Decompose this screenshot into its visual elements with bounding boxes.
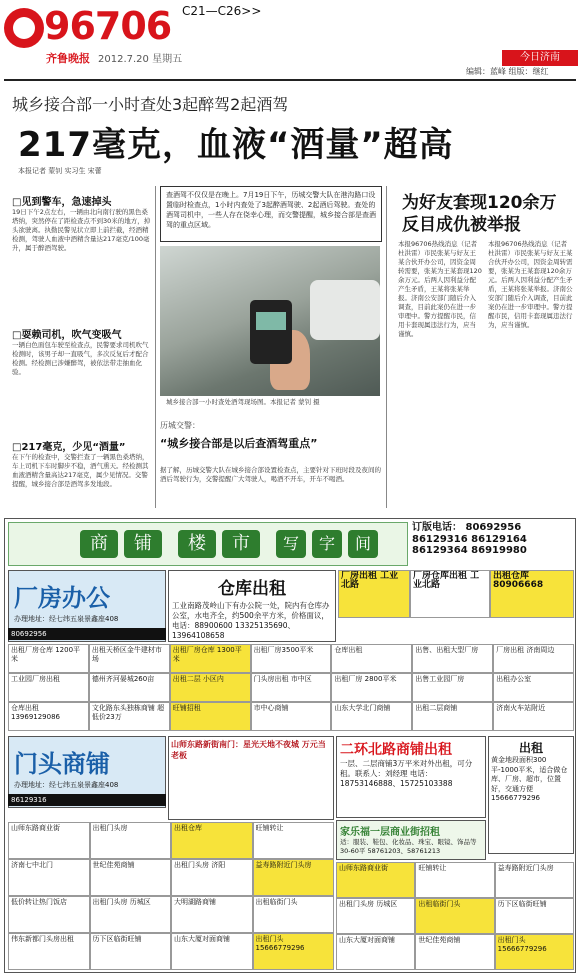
ad-cell: 出租门头 15666779296 <box>495 934 574 970</box>
ad-cell-title: 厂房出租 工业北路 <box>341 571 399 590</box>
paper-date: 2012.7.20 星期五 <box>98 54 183 65</box>
banner-char: 间 <box>348 530 378 558</box>
ad-cell: 仓库出租 13969129086 <box>8 702 89 731</box>
ad-cell: 市中心商铺 <box>251 702 332 731</box>
ad-cell-title: 厂房仓库出租 工业北路 <box>413 571 480 590</box>
kiosk-title: 二环北路商铺出租 <box>340 742 452 758</box>
ad-cell: 门头房出租 市中区 <box>251 673 332 702</box>
ad-cell: 历下区临街旺铺 <box>495 898 574 934</box>
ad-cell: 出售、出租大型厂房 <box>412 644 493 673</box>
ad-cell: 出租厂房3500平米 <box>251 644 332 673</box>
banner-char: 写 <box>276 530 306 558</box>
section-heading-2: □耍赖司机，吹气变吸气 <box>12 330 122 341</box>
ad-cell <box>410 570 490 618</box>
sidebar-title: 为好友套现120余万 反目成仇被举报 <box>402 193 557 235</box>
paper-name: 齐鲁晚报 <box>46 52 90 65</box>
ad-cell: 出租门头 15666779296 <box>253 933 335 970</box>
banner-char: 市 <box>222 530 260 558</box>
ad-cell: 山东大厦对面商铺 <box>171 933 253 970</box>
ad-cell: 出租厂房仓库 1300平米 <box>170 644 251 673</box>
small-right-ad <box>488 736 574 854</box>
sidebar-text-col1: 本报96706热线消息（记者 杜洪雷）市民张某与好友王某合伙开办公司，因资金周转需要，张某为王某套现120余万元。后两人因利益分配产生矛盾，王某将张某举报。济南公安部门随后介入调查，目前此案仍在进一步审理中。警方提醒市民，信用卡套现属违法行为，应当谨慎。 <box>398 240 482 338</box>
small-right-title: 出租 <box>518 741 543 755</box>
ad-cell-title: 出租仓库 80906668 <box>493 571 544 590</box>
ad-cell: 伟东新都门头房出租 <box>8 933 90 970</box>
ad-cell: 德州齐河晏城260亩 <box>89 673 170 702</box>
photo-car <box>310 280 380 340</box>
ad-cell: 出租天桥区金牛建材市场 <box>89 644 170 673</box>
factory-title: 厂房办公 <box>14 584 110 612</box>
hotline-box <box>412 522 574 570</box>
ad-cell: 出租厂房 2800平米 <box>331 673 412 702</box>
ad-cell: 出租门头房 历城区 <box>90 896 172 933</box>
ad-cell: 出租临街门头 <box>415 898 494 934</box>
warehouse-title: 仓库出租 <box>218 579 286 599</box>
ad-cell: 低价转让热门饭店 <box>8 896 90 933</box>
today-tag: 今日济南 <box>502 50 578 66</box>
editors-credit: 编辑：蓝峰 组版：继红 <box>466 67 549 76</box>
breathalyzer-icon <box>250 300 292 364</box>
ad-cell: 旺铺招租 <box>170 702 251 731</box>
banner-char: 商 <box>80 530 118 558</box>
lead-box <box>160 186 382 242</box>
breathalyzer-screen <box>256 312 286 330</box>
header-rule <box>4 79 576 81</box>
quote-label: 历城交警： <box>160 421 200 430</box>
section-text-3: 在下午的检查中，交警拦查了一辆黑色桑塔纳，车上司机下车时脚步不稳，酒气熏天。经检测其血液酒精含量高达217毫克，属少见情况。交警提醒，城乡接合部是酒驾多发地段。 <box>12 453 149 488</box>
ad-cell: 益寿路附近门头房 <box>253 859 335 896</box>
article-byline: 本报记者 蒙钊 实习生 宋蕾 <box>18 167 102 175</box>
ad-cell: 仓库出租 <box>331 644 412 673</box>
ad-cell: 旺铺转让 <box>253 822 335 859</box>
ad-cell: 出租门头房 历城区 <box>336 898 415 934</box>
promo-title: 山师东路新街南门：星光天地不夜城 万元当老板 <box>171 740 326 760</box>
ad-cell: 世纪佳苑商铺 <box>415 934 494 970</box>
ad-cell: 出租厂房仓库 1200平米 <box>8 644 89 673</box>
logo-icon <box>4 8 44 48</box>
section-heading-1: □见到警车，急速掉头 <box>12 197 112 208</box>
ad-cell: 出租仓库 <box>171 822 253 859</box>
small-right-text: 黄金地段面积300平-1000平米，适合做仓库、厂房、超市，位置好，交通方便 15666779296 <box>491 756 568 802</box>
banner-char: 楼 <box>178 530 216 558</box>
ad-cell: 山师东路商业街 <box>8 822 90 859</box>
section-text-1: 19日下午2点左右，一辆由北向南行驶的黑色桑塔纳，突然停在了距检查点不到30米的地方，掉头欲驶离。执勤民警见状立即上前拦截，经酒精检测，驾驶人血液中酒精含量达217毫克/100毫升，属于醉酒驾驶。 <box>12 208 151 252</box>
ad-cell: 出租二层 小区内 <box>170 673 251 702</box>
ad-cell: 厂房出租 济南周边 <box>493 644 574 673</box>
quote-text: “城乡接合部是以后查酒驾重点” <box>160 437 318 450</box>
ad-cell: 益寿路附近门头房 <box>495 862 574 898</box>
listing-grid-2 <box>8 822 334 970</box>
hotline-label: 订版电话： <box>412 522 462 533</box>
photo-caption: 城乡接合部一小时查处酒驾现场图。本报记者 蒙钊 摄 <box>166 398 320 406</box>
section-text-2: 一辆白色面包车驶至检查点，民警要求司机吹气检测时，该男子却一直吸气，多次反复后才配合检测。经检测已涉嫌醉驾，被依法带走抽血化验。 <box>12 341 149 376</box>
ad-cell: 大明湖路商铺 <box>171 896 253 933</box>
ad-cell: 出租门头房 <box>90 822 172 859</box>
ad-cell: 历下区临街旺铺 <box>90 933 172 970</box>
listing-grid-1 <box>8 644 574 732</box>
ad-cell: 山师东路商业街 <box>336 862 415 898</box>
quote-box <box>160 420 380 464</box>
warehouse-text: 工业南路茂岭山下有办公院一处，院内有仓库办公室，水电齐全，约500余平方米，价格面议，电话：88900600 13325135690、13964108658 <box>172 601 330 640</box>
hotline-4: 86129364 <box>412 545 468 556</box>
banner-chars <box>80 530 400 558</box>
hotline-2: 86129316 <box>412 533 468 545</box>
section-code: C21—C26>> <box>182 4 262 18</box>
ad-cell <box>490 570 574 618</box>
section-heading-3: □217毫克，少见“酒量” <box>12 442 126 453</box>
ad-cell: 工业园厂房出租 <box>8 673 89 702</box>
quote-body: 据了解，历城交警大队在城乡接合部设置检查点，主要针对下班时段及夜间的酒后驾驶行为，交警提醒广大驾驶人，喝酒不开车，开车不喝酒。 <box>160 466 381 483</box>
shop-phone-bar: 86129316 <box>8 794 166 806</box>
lead-text: 查酒驾不仅仅是在晚上。7月19日下午，历城交警大队在港沟路口设置临时检查点，1小时内查处了3起醉酒驾驶、2起酒后驾驶。查处的酒驾司机中，一些人存在侥幸心理，而交警提醒，城乡接合部是查酒驾的重点区域。 <box>166 191 376 229</box>
banner-char: 字 <box>312 530 342 558</box>
hotline-5: 86919980 <box>471 545 527 556</box>
ad-cell: 出租办公室 <box>493 673 574 702</box>
shop-title: 门头商铺 <box>14 750 110 778</box>
market-ad <box>336 820 486 860</box>
ad-cell: 世纪佳苑商铺 <box>90 859 172 896</box>
ad-cell: 山东大厦对面商铺 <box>336 934 415 970</box>
ad-cell: 文化路东头独栋商铺 超低价23万 <box>89 702 170 731</box>
kiosk-ad <box>336 736 486 818</box>
sidebar-rule-v <box>386 186 387 508</box>
ad-cell: 出租二层商铺 <box>412 702 493 731</box>
promo-ad <box>168 736 334 820</box>
shop-note: 办理地址：经七纬五泉景鑫座408 <box>14 781 119 789</box>
warehouse-ad <box>168 570 336 642</box>
hotline-3: 86129164 <box>471 533 527 545</box>
logo-number: 96706 <box>44 4 172 48</box>
banner-char: 铺 <box>124 530 162 558</box>
hotline-1: 80692956 <box>465 522 522 533</box>
ad-cell: 济南七中北门 <box>8 859 90 896</box>
ad-cell <box>338 570 410 618</box>
article-title: 217毫克，血液“酒量”超高 <box>18 125 454 165</box>
factory-phone-bar: 80692956 <box>8 628 166 640</box>
article-kicker: 城乡接合部一小时查处3起醉驾2起酒驾 <box>12 95 289 114</box>
market-text: 适：服装、鞋包、化妆品、珠宝、眼镜、饰品等 30-60平 58761203、58761213 <box>340 838 477 855</box>
kiosk-text: 一层、二层商铺3万平米对外出租，可分租。联系人：刘经理 电话：18753146888、15725103388 <box>340 759 473 788</box>
sidebar-text-col2: 本报96706热线消息（记者 杜洪雷）市民张某与好友王某合伙开办公司，因资金周转需要，张某为王某套现120余万元。后两人因利益分配产生矛盾，王某将张某举报。济南公安部门随后介入调查，目前此案仍在进一步审理中。警方提醒市民，信用卡套现属违法行为，应当谨慎。 <box>488 240 573 329</box>
ad-cell: 旺铺转让 <box>415 862 494 898</box>
ad-cell: 山东大学北门商铺 <box>331 702 412 731</box>
market-title: 家乐福一层商业街招租 <box>340 827 440 838</box>
listing-grid-3 <box>336 862 574 970</box>
ad-cell: 济南火车站附近 <box>493 702 574 731</box>
ad-cell: 出租门头房 济阳 <box>171 859 253 896</box>
factory-note: 办理地址：经七纬五泉景鑫座408 <box>14 615 119 623</box>
column-rule <box>155 186 156 508</box>
ad-cell: 出租临街门头 <box>253 896 335 933</box>
ad-cell: 出售工业园厂房 <box>412 673 493 702</box>
